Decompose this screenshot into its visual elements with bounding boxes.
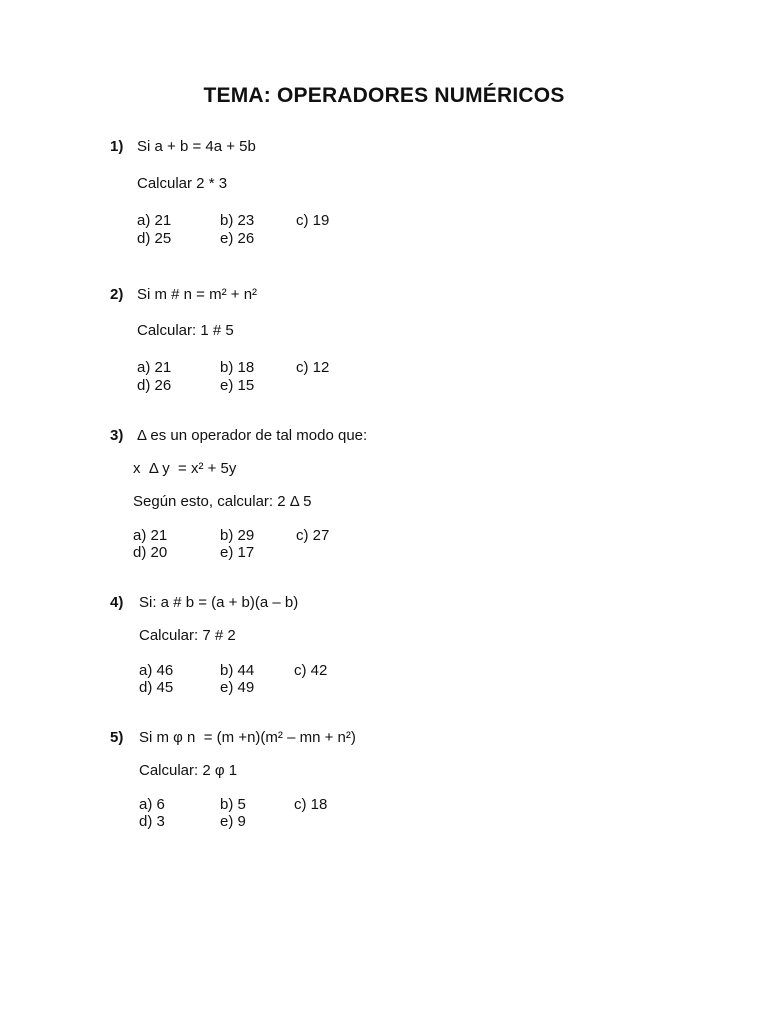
problem-number: 4) (110, 594, 124, 611)
option-d: d) 20 (133, 544, 168, 561)
problem-number: 2) (110, 286, 124, 303)
option-c: c) 42 (294, 662, 328, 679)
option-e: e) 49 (220, 679, 255, 696)
problem-definition: Si m φ n = (m +n)(m² – mn + n²) (139, 729, 356, 746)
problem-definition: Si a + b = 4a + 5b (137, 138, 256, 155)
problem-definition: Si: a # b = (a + b)(a – b) (139, 594, 299, 611)
option-a: a) 46 (139, 662, 174, 679)
option-a: a) 6 (139, 796, 165, 813)
option-c: c) 27 (296, 527, 330, 544)
option-e: e) 17 (220, 544, 255, 561)
option-e: e) 9 (220, 813, 246, 830)
page-title: TEMA: OPERADORES NUMÉRICOS (203, 84, 565, 107)
option-c: c) 12 (296, 359, 330, 376)
option-e: e) 15 (220, 377, 255, 394)
problem-number: 5) (110, 729, 124, 746)
option-a: a) 21 (137, 212, 172, 229)
option-d: d) 3 (139, 813, 165, 830)
option-b: b) 5 (220, 796, 246, 813)
problem-instruction: Calcular: 1 # 5 (137, 322, 234, 339)
problem-instruction: Calcular: 7 # 2 (139, 627, 236, 644)
option-a: a) 21 (137, 359, 172, 376)
problem-instruction: Calcular: 2 φ 1 (139, 762, 238, 779)
problem-definition: Δ es un operador de tal modo que: (137, 427, 368, 444)
option-b: b) 23 (220, 212, 255, 229)
option-b: b) 18 (220, 359, 255, 376)
problem-instruction: Calcular 2 * 3 (137, 175, 228, 192)
option-a: a) 21 (133, 527, 168, 544)
problem-definition: Si m # n = m² + n² (137, 286, 258, 303)
option-d: d) 25 (137, 230, 172, 247)
problem-number: 3) (110, 427, 124, 444)
option-b: b) 29 (220, 527, 255, 544)
option-d: d) 26 (137, 377, 172, 394)
option-c: c) 18 (294, 796, 328, 813)
problem-rule: x Δ y = x² + 5y (133, 460, 237, 477)
option-b: b) 44 (220, 662, 255, 679)
problem-number: 1) (110, 138, 124, 155)
option-c: c) 19 (296, 212, 330, 229)
option-e: e) 26 (220, 230, 255, 247)
problem-instruction: Según esto, calcular: 2 Δ 5 (133, 493, 312, 510)
option-d: d) 45 (139, 679, 174, 696)
